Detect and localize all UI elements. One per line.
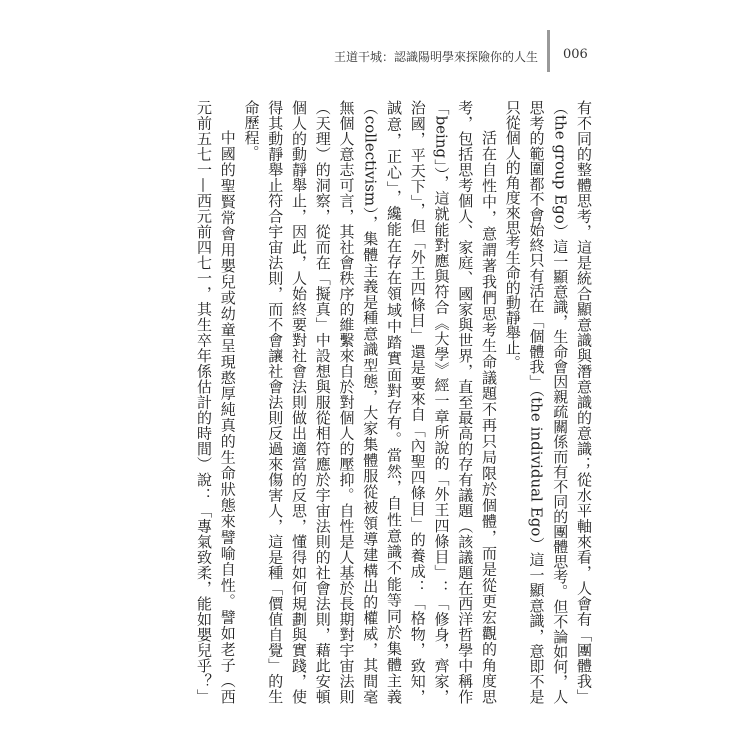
paragraph-start-column: 活在自性中，意謂著我們思考生命議題不再只局限於個體，而是從更宏觀的角度思 (480, 130, 498, 704)
page-number: 006 (563, 47, 588, 62)
text-column: 「being」），這就能對應與符合《大學》經一章所說的「外王四條目」：「修身，齊家， (432, 100, 451, 704)
text-column: 個人的動靜舉止，因此，人始終要對社會法則做出適當的反思，懂得如何規劃與實踐，使 (290, 100, 308, 704)
paragraph-start-column: 中國的聖賢常會用嬰兒或幼童呈現憨厚純真的生命狀態來譬喻自性。譬如老子（西 (218, 130, 237, 704)
text-column: 治國，平天下」，但「外王四條目」還是要來自「內聖四條目」的養成：「格物，致知， (408, 100, 427, 704)
running-header-title: 王道干城：認識陽明學來探險你的人生 (333, 50, 538, 64)
text-column: 考，包括思考個人、家庭、國家與世界，直至最高的存有議題（該議題在西洋哲學中稱作 (456, 100, 475, 704)
text-column: 元前五七一—西元前四七一，其生卒年係估計的時間）說：「專氣致柔，能如嬰兒乎？」 (195, 100, 213, 704)
text-column: 得其動靜舉止符合宇宙法則，而不會讓社會法則反過來傷害人，這是種「價值自覺」的生 (266, 100, 285, 704)
text-column: 無個人意志可言，其社會秩序的維繫來自於對個人的壓抑。自性是人基於長期對宇宙法則 (337, 100, 356, 704)
text-column: 命歷程。 (242, 100, 261, 160)
text-column: 有不同的整體思考，這是統合顯意識與潛意識的意識；從水平軸來看，人會有「團體我」 (575, 100, 593, 704)
text-column: 誠意，正心」，纔能在存在領域中踏實面對存有。當然，自性意識不能等同於集體主義 (385, 100, 403, 704)
text-column: 只從個人的角度來思考生命的動靜舉止。 (503, 100, 522, 370)
body-text (191, 100, 595, 708)
text-column: （天理）的洞察，從而在「擬真」中設想與服從相符應於宇宙法則的社會法則，藉此安頓 (313, 100, 332, 704)
text-column: （collectivism），集體主義是種意識型態，大家集體服從被領導建構出的權威，其間毫 (361, 100, 380, 704)
header-divider (547, 30, 550, 72)
text-column: （the group Ego）這一顯意識，生命會因親疏關係而有不同的團體思考。但不論如何，人 (551, 100, 570, 704)
text-column: 思考的範圍都不會始終只有活在「個體我」（the individual Ego）這一顯意識，意即不是 (527, 100, 546, 704)
